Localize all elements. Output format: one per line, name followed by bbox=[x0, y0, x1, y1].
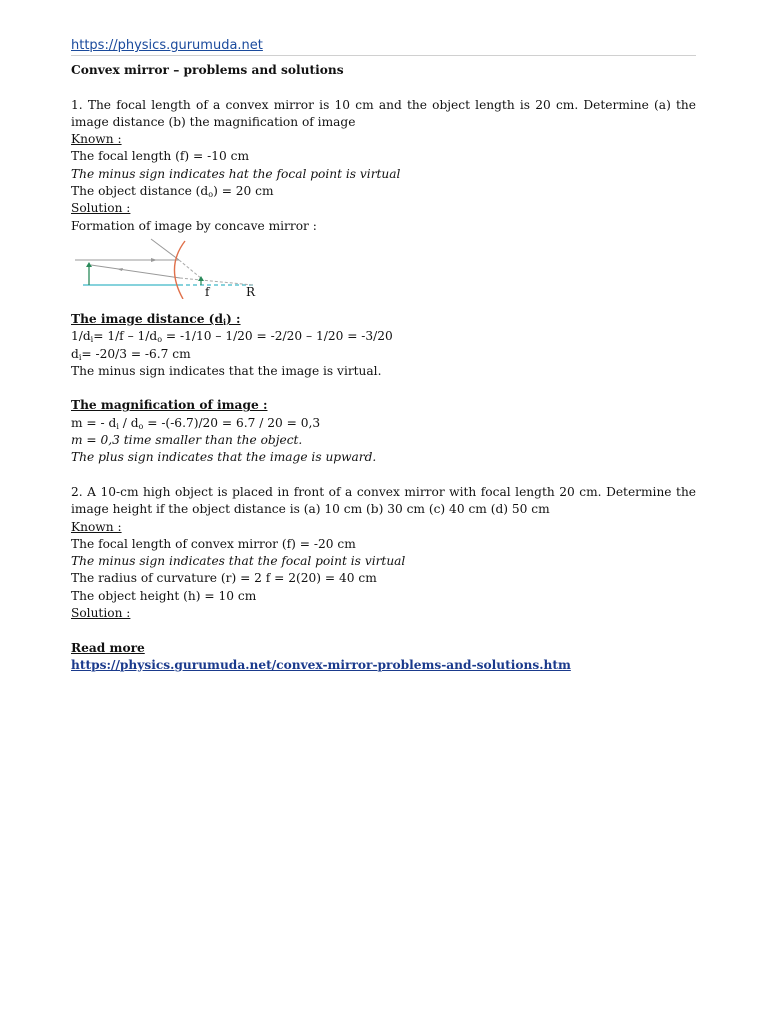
image-virtual-note: The minus sign indicates that the image is virtual. bbox=[71, 363, 382, 378]
problem1-formation-text: Formation of image by concave mirror : bbox=[71, 218, 317, 233]
header-divider bbox=[71, 55, 696, 56]
document-body bbox=[71, 37, 696, 674]
problem1-known-label: Known : bbox=[71, 132, 122, 147]
mirror-ray-diagram bbox=[71, 237, 696, 299]
upward-note: The plus sign indicates that the image is upward. bbox=[71, 450, 377, 465]
image-distance-equation-2: $d_i= -20/3 = -6.7$ cm bbox=[71, 346, 191, 362]
magnification-heading: The magnification of image : bbox=[71, 398, 268, 413]
problem2-focal-length: The focal length of convex mirror (f) = -20 cm bbox=[71, 536, 356, 551]
read-more-line bbox=[71, 657, 696, 674]
problem1-statement: 1. The focal length of a convex mirror is 10 cm and the object length is 20 cm. Determine (a) the image distance (b) the magnification of image bbox=[71, 97, 696, 129]
document-title: Convex mirror – problems and solutions bbox=[71, 63, 344, 77]
read-more-link[interactable]: https://physics.gurumuda.net/convex-mirror-problems-and-solutions.htm bbox=[71, 657, 571, 672]
problem2-known-label: Known : bbox=[71, 519, 122, 534]
problem1-focal-note: The minus sign indicates hat the focal point is virtual bbox=[71, 166, 401, 181]
problem1-object-distance: The object distance $(d_o) = 20$ cm bbox=[71, 184, 274, 200]
magnification-note: m = 0,3 time smaller than the object. bbox=[71, 433, 303, 448]
problem2-statement: 2. A 10-cm high object is placed in front of a convex mirror with focal length 20 cm. Determine the image height if the object distance is (a) 10 cm (b) 30 cm (c) 40 cm (d) 50 cm bbox=[71, 484, 696, 517]
image-distance-heading: The image distance $(d_i)$ : bbox=[71, 311, 241, 327]
header-url-link[interactable]: https://physics.gurumuda.net bbox=[71, 38, 263, 53]
problem2-focal-note: The minus sign indicates that the focal point is virtual bbox=[71, 554, 406, 569]
problem2-solution-label: Solution : bbox=[71, 606, 131, 621]
focal-label: f bbox=[205, 284, 210, 299]
image-distance-equation-1: $1/d_i= 1/f - 1/d_o = -1/10 - 1/20 = -2/20 - 1/20 = -3/20$ bbox=[71, 329, 393, 345]
radius-label: R bbox=[246, 284, 256, 299]
problem1-solution-label: Solution : bbox=[71, 201, 131, 216]
read-more-label: Read more bbox=[71, 640, 145, 655]
problem1-focal-length: The focal length (f) = -10 cm bbox=[71, 149, 250, 164]
magnification-equation: m = - $d_i / d_o = -(-6.7)/20 = 6.7 / 20 = 0,3$ bbox=[71, 415, 321, 431]
problem2-object-height: The object height (h) = 10 cm bbox=[71, 588, 257, 603]
convex-mirror bbox=[174, 241, 185, 299]
problem2-radius: The radius of curvature (r) = 2 f = 2(20) = 40 cm bbox=[71, 571, 377, 586]
